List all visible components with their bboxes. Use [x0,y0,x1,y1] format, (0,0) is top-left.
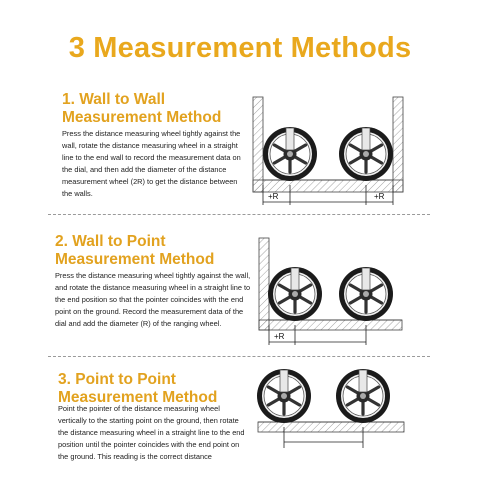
wheel-1-left [263,127,317,181]
section-3-body: Point the pointer of the distance measuring wheel vertically to the starting point on the ground, then rotate the distance measuring wheel in a straight line to the end position until the pointer coincides with the end point on the ground. This reading is the correct distance [58,404,245,462]
section-2-title: 2. Wall to Point Measurement Method [55,233,215,268]
dim-label-2a: +R [274,332,285,341]
dim-label-1a: +R [268,192,279,201]
dim-label-1b: +R [374,192,385,201]
point-to-point-diagram [257,369,404,448]
wheel-3-right [336,369,390,423]
wheel-2-right [339,267,393,321]
wall-to-point-diagram [259,238,402,345]
section-2-body: Press the distance measuring wheel tightly against the wall, and rotate the distance measuring wheel in a straight line to the end position so that the pointer coincides with the end point on the ground. Record the measurement data of the dial and add the diameter (R) of the ranging wheel. [55,271,251,329]
wheel-2-left [268,267,322,321]
wall-to-wall-diagram [253,97,403,205]
wheel-1-right [339,127,393,181]
wheel-3-left [257,369,311,423]
section-3-title: 3. Point to Point Measurement Method [58,371,218,406]
section-1-title: 1. Wall to Wall Measurement Method [62,91,222,126]
section-1-body: Press the distance measuring wheel tightly against the wall, rotate the distance measuring wheel in a straight line to the end wall to record the measurement data on the dial, and then add the diameter of the distance measurement wheel (2R) to get the distance between the walls. [62,129,241,199]
page-title: 3 Measurement Methods [68,32,412,64]
